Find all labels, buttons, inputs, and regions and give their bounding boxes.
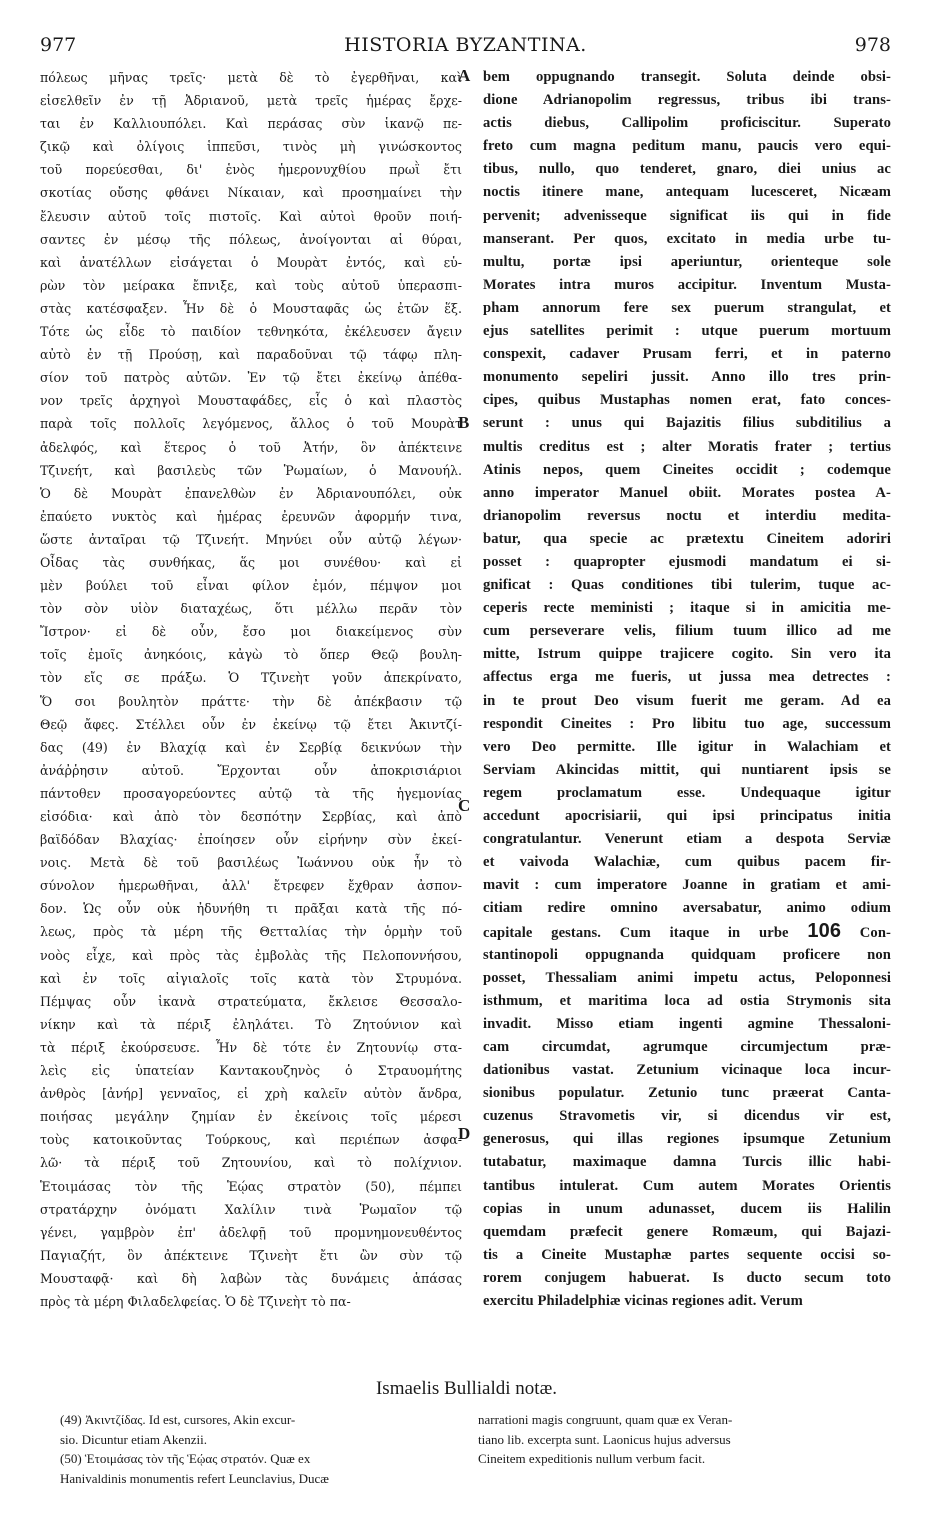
text-line: Οἶδας τὰς συνθήκας, ἅς μοι συνέθου· καὶ εἰ (40, 554, 462, 570)
text-line: τὸν εἴς σε πράξω. Ὁ Τζινεὴτ γοῦν ἀπεκρίνατο, (40, 670, 462, 686)
text-line: ρὼν τὸν μείρακα ἔπνιξε, καὶ τοὺς αὐτοῦ ὑπερασπι- (40, 277, 462, 293)
text-line: Hanivaldinis monumentis refert Leunclavius, Ducæ (60, 1470, 329, 1486)
text-line: anno imperator Manuel obiit. Morates postea A- (483, 484, 891, 501)
text-line: ζικῷ καὶ ὀλίγοις ἱππεῦσι, τινὸς μὴ γινώσκοντος (40, 139, 462, 155)
text-line: Πέμψας οὖν ἱκανὰ στρατεύματα, ἔκλεισε Θεσσαλο- (40, 993, 462, 1009)
text-line: Ἑτοιμάσας τὸν τῆς Ἑῴας στρατὸν (50), πέμπει (40, 1178, 462, 1194)
text-line: σκοτίας οὔσης φθάνει Νίκαιαν, καὶ προσημαίνει τὴν (40, 185, 462, 201)
text-line: regem proclamatum esse. Undequaque igitur (483, 784, 891, 801)
text-line: τοὺς κατοικοῦντας Τούρκους, καὶ περιέπων ἀσφα- (40, 1132, 462, 1148)
text-line: exercitu Philadelphiæ vicinas regiones adit. Verum (483, 1292, 803, 1309)
text-line: tutabatur, maximaque damna Turcis illic habi- (483, 1154, 891, 1171)
text-line: ἀδελφός, καὶ ἕτερος ὁ τοῦ Ἀτήν, ὃν ἀπέκτεινε (40, 439, 462, 455)
text-line: ceperis recte meministi ; itaque si in amicitia me- (483, 600, 891, 617)
text-line: invadit. Misso etiam ingenti agmine Thessaloni- (483, 1015, 891, 1032)
text-line: affectus erga me fueris, ut jussa mea detrectes : (483, 669, 891, 686)
text-line: εἰσελθεῖν ἐν τῇ Ἀδριανοῦ, μετὰ τρεῖς ἡμέρας ἔρχε- (40, 93, 462, 109)
text-line: bem oppugnando transegit. Soluta deinde obsi- (483, 69, 891, 85)
text-line: εἰσόδια· καὶ ἀπὸ τὸν δεσπότην Σερβίας, καὶ ἀπὸ (40, 809, 462, 824)
text-line: δον. Ὡς οὖν οὐκ ἠδυνήθη τι πρᾶξαι κατὰ τῆς πό- (40, 901, 462, 917)
text-line: manserant. Per quos, excitato in media urbe tu- (483, 230, 891, 247)
text-line: vero Deo permitte. Ille igitur in Walachiam et (483, 738, 891, 755)
text-line: ὥστε ἀνταῖραι τῷ Τζινεήτ. Μηνύει οὖν αὐτῷ λέγων· (40, 531, 462, 547)
section-marker-b: B (458, 413, 470, 432)
text-segment: capitale gestans. Cum itaque in urbe (483, 925, 789, 942)
text-line: multis creditus est ; alter Moratis frater ; tertius (483, 438, 891, 455)
text-line: νίκην καὶ τὰ πέριξ ἐληλάτει. Τὸ Ζητούνιον καὶ (40, 1016, 462, 1032)
text-line: ποιήσας μεγάλην ζημίαν ἐν ἐκείνοις τοῖς μέρεσι (40, 1109, 462, 1125)
text-line: τοῖς ἐμοῖς ἀνηκόοις, κἀγὼ τὸ ὅπερ Θεῷ βουλη- (40, 647, 462, 663)
text-line: λεὶς εἰς ὑπατείαν Καντακουζηνὸς ὁ Στραυομήτης (40, 1063, 462, 1079)
text-line: generosus, qui illas regiones ipsumque Zetunium (483, 1131, 891, 1148)
text-line: congratulantur. Venerunt etiam a despota Serviæ (483, 831, 891, 848)
text-line: pervenit; advenisseque significat iis qui in fide (483, 207, 891, 224)
text-line: αὐτὸ ἐν τῇ Προύσῃ, καὶ παραδοῦναι τῷ τάφῳ πλη- (40, 347, 462, 363)
text-line: τοῦ πορεύεσθαι, δι' ἑνὸς ἡμερονυχθίου πρωῒ ἔτι (40, 162, 462, 178)
text-line: παρὰ τοῖς πολλοῖς λεγόμενος, ἄλλος ὁ τοῦ Μουρὰτ (40, 416, 462, 432)
text-line: tibus, nullo, quo tenderet, gnaro, diei unius ac (483, 161, 891, 178)
notes-right-column (478, 1410, 892, 1469)
text-line: νοις. Μετὰ δὲ τοῦ βασιλέως Ἰωάννου οὐκ ἦν τὸ (40, 855, 462, 871)
text-line: στρατάρχην ὀνόματι Χαλίλιν τινὰ Ῥωμαῖον τῷ (40, 1201, 462, 1217)
text-line: γένει, γαμβρὸν ἐπ' ἀδελφῇ τοῦ προμνημονευθέντος (40, 1224, 462, 1240)
text-line: στὰς κατέσφαξεν. Ἦν δὲ ὁ Μουσταφᾶς ὡς ἐτῶν ἕξ. (40, 300, 462, 316)
text-line: cam circumdat, agrumque circumjectum præ- (483, 1038, 891, 1055)
text-line: rorem conjugem habuerat. Is ducto secum toto (483, 1269, 891, 1286)
text-line: Θεῷ ἄφες. Στέλλει οὖν ἐν ἐκείνῳ τῷ ἔτει Ἀκιντζί- (40, 716, 462, 732)
text-line: isthmum, et maritima loca ad ostia Strymonis sita (483, 992, 891, 1009)
text-line: citiam redire omnino aversabatur, animo odium (483, 900, 891, 917)
text-line: respondit Cineites : Pro libitu tuo age, successum (483, 715, 891, 732)
text-line: drianopolim reversus noctu et interdiu medita- (483, 507, 891, 524)
text-segment: Con- (859, 925, 891, 942)
text-line: σαντες ἐν μέσῳ τῆς πόλεως, ἀνοίγονται αἱ θύραι, (40, 231, 462, 247)
text-line: accedunt apocrisiarii, qui ipsi principatus initia (483, 808, 891, 824)
text-line: Παγιαζήτ, ὃν ἀπέκτεινε Τζινεὴτ ἔτι ὢν σὺν τῷ (40, 1247, 462, 1263)
text-line: batur, qua specie ac prætextu Cineitem adoriri (483, 530, 891, 547)
text-line: tis a Cineite Mustaphæ partes sequente occisi so- (483, 1246, 891, 1263)
text-line: dione Adrianopolim regressus, tribus ibi trans- (483, 92, 891, 109)
notes-left-column (60, 1410, 460, 1488)
inline-page-number: 106 (807, 920, 842, 943)
text-line: actis diebus, Callipolim proficiscitur. Superato (483, 115, 891, 132)
text-line: sio. Dicuntur etiam Akenzii. (60, 1431, 207, 1447)
text-line: νοὸς εἶχε, καὶ πρὸς τὰς ἐμβολὰς τῆς Πελοποννήσου, (40, 947, 462, 963)
text-line: πρὸς τὰ μέρη Φιλαδελφείας. Ὁ δὲ Τζινεὴτ τὸ πα- (40, 1293, 351, 1309)
text-line: ται ἐν Καλλιουπόλει. Καὶ περάσας σὺν ἱκανῷ πε- (40, 116, 462, 132)
text-line: τὰ πέριξ ἐκούρσευσε. Ἦν δὲ τότε ἐν Ζητουνίῳ στα- (40, 1039, 462, 1055)
text-line: σίον τοῦ πατρὸς αὐτῶν. Ἐν τῷ ἔτει ἐκείνῳ ἀπέθα- (40, 370, 462, 386)
text-line: Ὅ σοι βουλητὸν πράττε· τὴν δὲ ἀπέκβασιν τῷ (40, 693, 462, 709)
text-line (483, 920, 891, 943)
text-line: gnificat : Quas conditiones tibi tulerim, tuque ac- (483, 577, 891, 594)
text-line: πόλεως μῆνας τρεῖς· μετὰ δὲ τὸ ἐγερθῆναι, καὶ (40, 70, 462, 85)
text-line: cum perseverare velis, filium tuum illico ad me (483, 623, 891, 640)
text-line: μὲν βούλει τοῦ εἶναι φίλον ἐμόν, πέμψον μοι (40, 578, 462, 594)
text-line: ἀνάῤῥησιν αὐτοῦ. Ἔρχονται οὖν ἀποκρισιάριοι (40, 762, 462, 778)
text-line: conspexit, cadaver Prusam ferri, et in paterno (483, 346, 891, 363)
text-line: posset : quapropter ejusmodi mandatum ei si- (483, 553, 891, 570)
text-line: Morates intra muros accipitur. Inventum Musta- (483, 276, 891, 293)
text-line: λεως, πρὸς τὰ μέρη τῆς Θετταλίας τὴν ὁρμὴν τοῦ (40, 924, 462, 940)
text-line: Ἴστρον· εἰ δὲ οὖν, ἔσο μοι διακείμενος σὺν (40, 624, 462, 640)
text-line: πάντοθεν προσαγορεύοντες αὐτῷ τὰ τῆς ἡγεμονίας (40, 785, 462, 801)
text-line: tiano lib. excerpta sunt. Laonicus hujus adversus (478, 1431, 731, 1447)
section-marker-a: A (458, 66, 471, 85)
text-line: Τότε ὡς εἶδε τὸ παιδίον τεθνηκότα, ἐκέλευσεν ἄγειν (40, 324, 462, 340)
text-line: ἀνθρὸς [ἀνήρ] γενναῖος, εἰ χρὴ καλεῖν αὐτὸν ἄνδρα, (40, 1086, 462, 1102)
text-line: δας (49) ἐν Βλαχίᾳ καὶ ἐν Σερβίᾳ δεικνύων τὴν (40, 739, 462, 755)
text-line: posset, Thessaliam animi impetu actus, Peloponnesi (483, 969, 891, 986)
text-line: cipes, quibus Mustaphas nomen erat, fato conces- (483, 392, 891, 409)
text-line: Atinis nepos, quem Cineites occidit ; codemque (483, 461, 891, 478)
text-line: et vaivoda Walachiæ, cum quibus pacem fir- (483, 854, 891, 871)
text-line: quemdam præfecit genere Romæum, qui Bajazi- (483, 1223, 891, 1240)
text-line: καὶ ἐν τοῖς αἰγιαλοῖς τοῖς κατὰ τὸν Στρυμόνα. (40, 970, 462, 986)
text-line: βαϊδόδαν Βλαχίας· ἐποίησεν οὖν εἰρήνην σὺν ἐκεί- (40, 832, 462, 848)
text-line: cuzenus Stravometis vir, si dicendus vir est, (483, 1108, 891, 1125)
text-line: tantibus intulerat. Cum autem Morates Orientis (483, 1177, 891, 1194)
text-line: νον τρεῖς ἀρχηγοὶ Μουσταφάδες, εἷς ὁ καὶ πλαστὸς (40, 393, 462, 409)
text-line: Serviam Akincidas mittit, qui nuntiarent ipsis se (483, 761, 891, 778)
text-line: pham annorum fere sex puerum strangulat, et (483, 299, 891, 316)
text-line: Μουσταφᾷ· καὶ δὴ λαβὼν τὰς δυνάμεις ἁπάσας (40, 1270, 462, 1286)
text-line: καὶ ἀνατέλλων εἰσάγεται ὁ Μουρὰτ ἐντός, καὶ εὑ- (40, 254, 462, 270)
text-line: ἐπαύετο νυκτὸς καὶ ἡμέρας ἐρευνῶν ἀφορμήν τινα, (40, 508, 462, 524)
text-line: ejus satellites perimit : utque puerum mortuum (483, 323, 891, 340)
text-line: serunt : unus qui Bajazitis filius subditilius a (483, 415, 891, 432)
running-title: HISTORIA BYZANTINA. (344, 34, 587, 56)
text-line: multu, portæ ipsi aperiuntur, orienteque sole (483, 253, 891, 270)
running-header (40, 34, 891, 60)
text-line: monumento sepeliri jussit. Anno illo tres prin- (483, 369, 891, 386)
text-line: copias in unum adunasset, ducem iis Halilin (483, 1200, 891, 1217)
text-line: noctis itinere mane, antequam lucesceret, Nicæam (483, 184, 891, 201)
text-line: σύνολον ἡμερωθῆναι, ἀλλ' ἔτρεφεν ἔχθραν ἀσπον- (40, 878, 462, 894)
notes-title: Ismaelis Bullialdi notæ. (375, 1378, 558, 1399)
text-line: Cineitem expeditionis nullum verbum facit. (478, 1451, 706, 1466)
text-line: in te prout Deo visum fuerit me geram. Ad ea (483, 692, 891, 709)
greek-text-column (40, 66, 462, 1313)
page-number-right: 978 (854, 34, 891, 56)
section-marker-c: C (458, 796, 471, 815)
text-line: sionibus populatur. Zetunio tunc præerat Canta- (483, 1085, 891, 1102)
latin-text-column (483, 66, 891, 1313)
page-number-left: 977 (40, 34, 77, 56)
text-line: ἔλευσιν αὐτοῦ τοῖς πιστοῖς. Καὶ αὐτοὶ θροῦν ποιή- (40, 208, 462, 224)
text-line: τὸν σὸν υἱὸν διαταχέως, ὅτι μέλλω περᾶν τὸν (40, 601, 462, 617)
text-line: mitte, Istrum quippe trajicere cogito. Sin vero ita (483, 646, 891, 663)
text-line: λῶ· τὰ πέριξ τοῦ Ζητουνίου, καὶ τὸ πολίχνιον. (40, 1155, 462, 1171)
text-line: freto cum magna peditum manu, paucis vero equi- (483, 138, 891, 155)
section-marker-d: D (458, 1124, 471, 1143)
text-line: stantinopoli oppugnanda quidquam proficere non (483, 946, 891, 963)
text-line: (49) Ἀκιντζίδας. Id est, cursores, Akin excur- (60, 1412, 296, 1427)
text-line: Τζινεήτ, καὶ βασιλεὺς τῶν Ῥωμαίων, ὁ Μανουήλ. (40, 462, 462, 478)
text-line: dationibus vastat. Zetunium vicinaque loca incur- (483, 1062, 891, 1079)
text-line: Ὁ δὲ Μουρὰτ ἐπανελθὼν ἐν Ἀδριανουπόλει, οὐκ (40, 485, 462, 501)
text-line: mavit : cum imperatore Joanne in gratiam et ami- (483, 877, 891, 894)
text-line: (50) Ἑτοιμάσας τὸν τῆς Ἑῴας στρατόν. Quæ ex (60, 1451, 311, 1466)
text-line: narrationi magis congruunt, quam quæ ex Veran- (478, 1412, 733, 1427)
